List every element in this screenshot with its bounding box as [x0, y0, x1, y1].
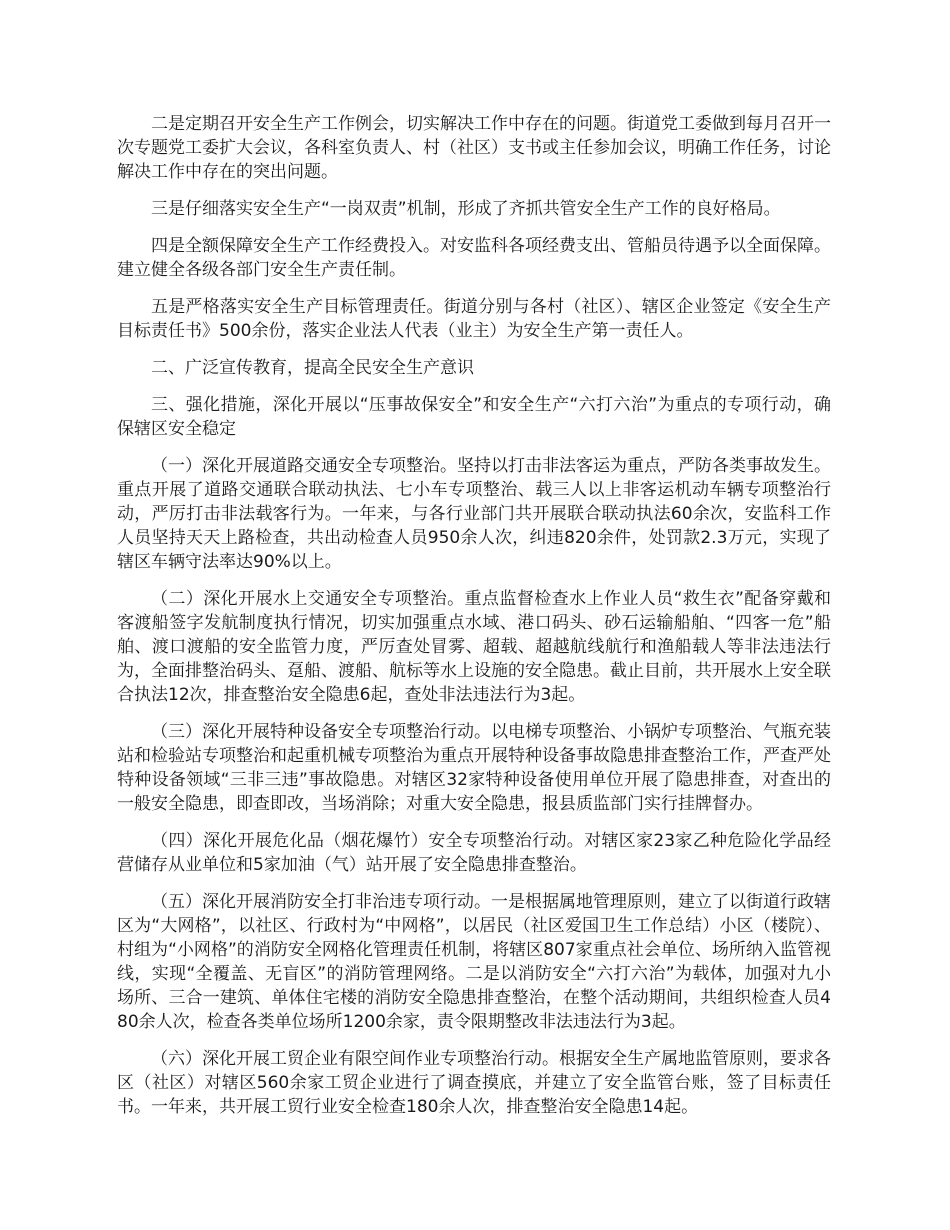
paragraph-2: 三是仔细落实安全生产“一岗双责”机制，形成了齐抓共管安全生产工作的良好格局。	[151, 199, 781, 219]
section-heading-3: 三、强化措施，深化开展以“压事故保安全”和安全生产“六打六治”为重点的专项行动，确保辖区安全稳定	[117, 395, 831, 439]
paragraph-road-traffic: （一）深化开展道路交通安全专项整治。坚持以打击非法客运为重点，严防各类事故发生。重点开展了道路交通联合联动执法、七小车专项整治、载三人以上非客运机动车辆专项整治行动，严厉打击非法载客行为。一年来，与各行业部门共开展联合联动执法60余次，安监科工作人员坚持天天上路检查，共出动检查人员950余人次，纠违820余件，处罚款2.3万元，实现了辖区车辆守法率达90%以上。	[117, 456, 831, 572]
section-heading-2: 二、广泛宣传教育，提高全民安全生产意识	[151, 358, 474, 378]
paragraph-confined-space: （六）深化开展工贸企业有限空间作业专项整治行动。根据安全生产属地监管原则，要求各区（社区）对辖区560余家工贸企业进行了调查摸底，并建立了安全监管台账，签了目标责任书。一年来，共开展工贸行业安全检查180余人次，排查整治安全隐患14起。	[117, 1049, 831, 1117]
paragraph-water-traffic: （二）深化开展水上交通安全专项整治。重点监督检查水上作业人员“救生衣”配备穿戴和客渡船签字发航制度执行情况，切实加强重点水域、港口码头、砂石运输船舶、“四客一危”船舶、渡口渡船的安全监管力度，严厉查处冒雾、超载、超越航线航行和渔船载人等非法违法行为，全面排整治码头、趸船、渡船、航标等水上设施的安全隐患。截止目前，共开展水上安全联合执法12次，排查整治安全隐患6起，查处非法违法行为3起。	[117, 589, 831, 705]
document-body	[117, 112, 831, 1132]
paragraph-fire-safety: （五）深化开展消防安全打非治违专项行动。一是根据属地管理原则，建立了以街道行政辖区为“大网格”，以社区、行政村为“中网格”，以居民（社区爱国卫生工作总结）小区（楼院）、村组为“小网格”的消防安全网格化管理责任机制，将辖区807家重点社会单位、场所纳入监管视线，实现“全覆盖、无盲区”的消防管理网络。二是以消防安全“六打六治”为载体，加强对九小场所、三合一建筑、单体住宅楼的消防安全隐患排查整治，在整个活动期间，共组织检查人员480余人次，检查各类单位场所1200余家，责令限期整改非法违法行为3起。	[117, 892, 831, 1032]
paragraph-special-equipment: （三）深化开展特种设备安全专项整治行动。以电梯专项整治、小锅炉专项整治、气瓶充装站和检验站专项整治和起重机械专项整治为重点开展特种设备事故隐患排查整治工作，严查严处特种设备领域“三非三违”事故隐患。对辖区32家特种设备使用单位开展了隐患排查，对查出的一般安全隐患，即查即改，当场消除；对重大安全隐患，报县质监部门实行挂牌督办。	[117, 722, 831, 814]
paragraph-1: 二是定期召开安全生产工作例会，切实解决工作中存在的问题。街道党工委做到每月召开一次专题党工委扩大会议，各科室负责人、村（社区）支书或主任参加会议，明确工作任务，讨论解决工作中存在的突出问题。	[117, 114, 831, 182]
paragraph-3: 四是全额保障安全生产工作经费投入。对安监科各项经费支出、管船员待遇予以全面保障。建立健全各级各部门安全生产责任制。	[117, 236, 831, 280]
paragraph-4: 五是严格落实安全生产目标管理责任。街道分别与各村（社区）、辖区企业签定《安全生产目标责任书》500余份，落实企业法人代表（业主）为安全生产第一责任人。	[117, 297, 831, 341]
paragraph-hazardous-chemicals: （四）深化开展危化品（烟花爆竹）安全专项整治行动。对辖区家23家乙种危险化学品经营储存从业单位和5家加油（气）站开展了安全隐患排查整治。	[117, 831, 831, 875]
